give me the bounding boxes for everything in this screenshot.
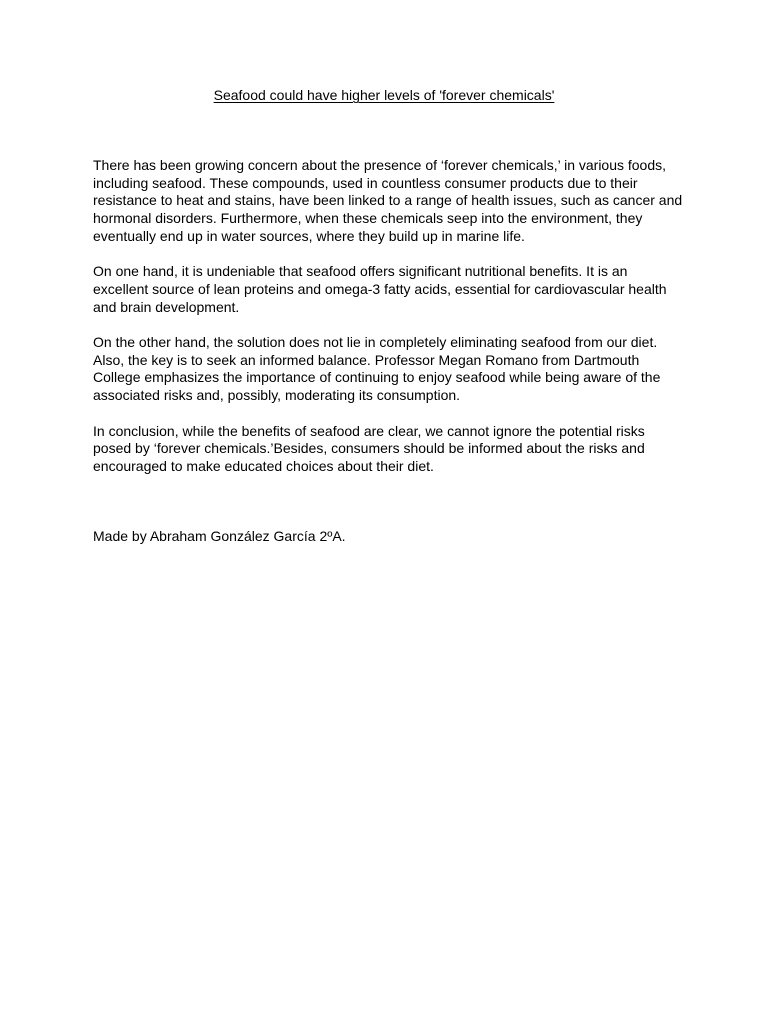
paragraph-benefits: On one hand, it is undeniable that seafood offers significant nutritional benefits. It is an excellent source of lean proteins and omega-3 fatty acids, essential for cardiovascular health and brain development. [93,263,667,315]
document-body [93,157,683,493]
author-signature: Made by Abraham González García 2ºA. [93,528,346,544]
document-title: Seafood could have higher levels of 'forever chemicals' [213,87,555,103]
paragraph-balance: On the other hand, the solution does not lie in completely eliminating seafood from our diet. Also, the key is to seek an informed balance. Professor Megan Romano from Dartmouth College emphasizes the importance of continuing to enjoy seafood while being aware of the associated risks and, possibly, moderating its consumption. [93,334,661,404]
paragraph-intro: There has been growing concern about the presence of ‘forever chemicals,’ in various foods, including seafood. These compounds, used in countless consumer products due to their resistance to heat and stains, have been linked to a range of health issues, such as cancer and hormonal disorders. Furthermore, when these chemicals seep into the environment, they eventually end up in water sources, where they build up in marine life. [93,157,683,244]
paragraph-conclusion: In conclusion, while the benefits of seafood are clear, we cannot ignore the potential risks posed by ‘forever chemicals.’Besides, consumers should be informed about the risks and encouraged to make educated choices about their diet. [93,422,645,474]
